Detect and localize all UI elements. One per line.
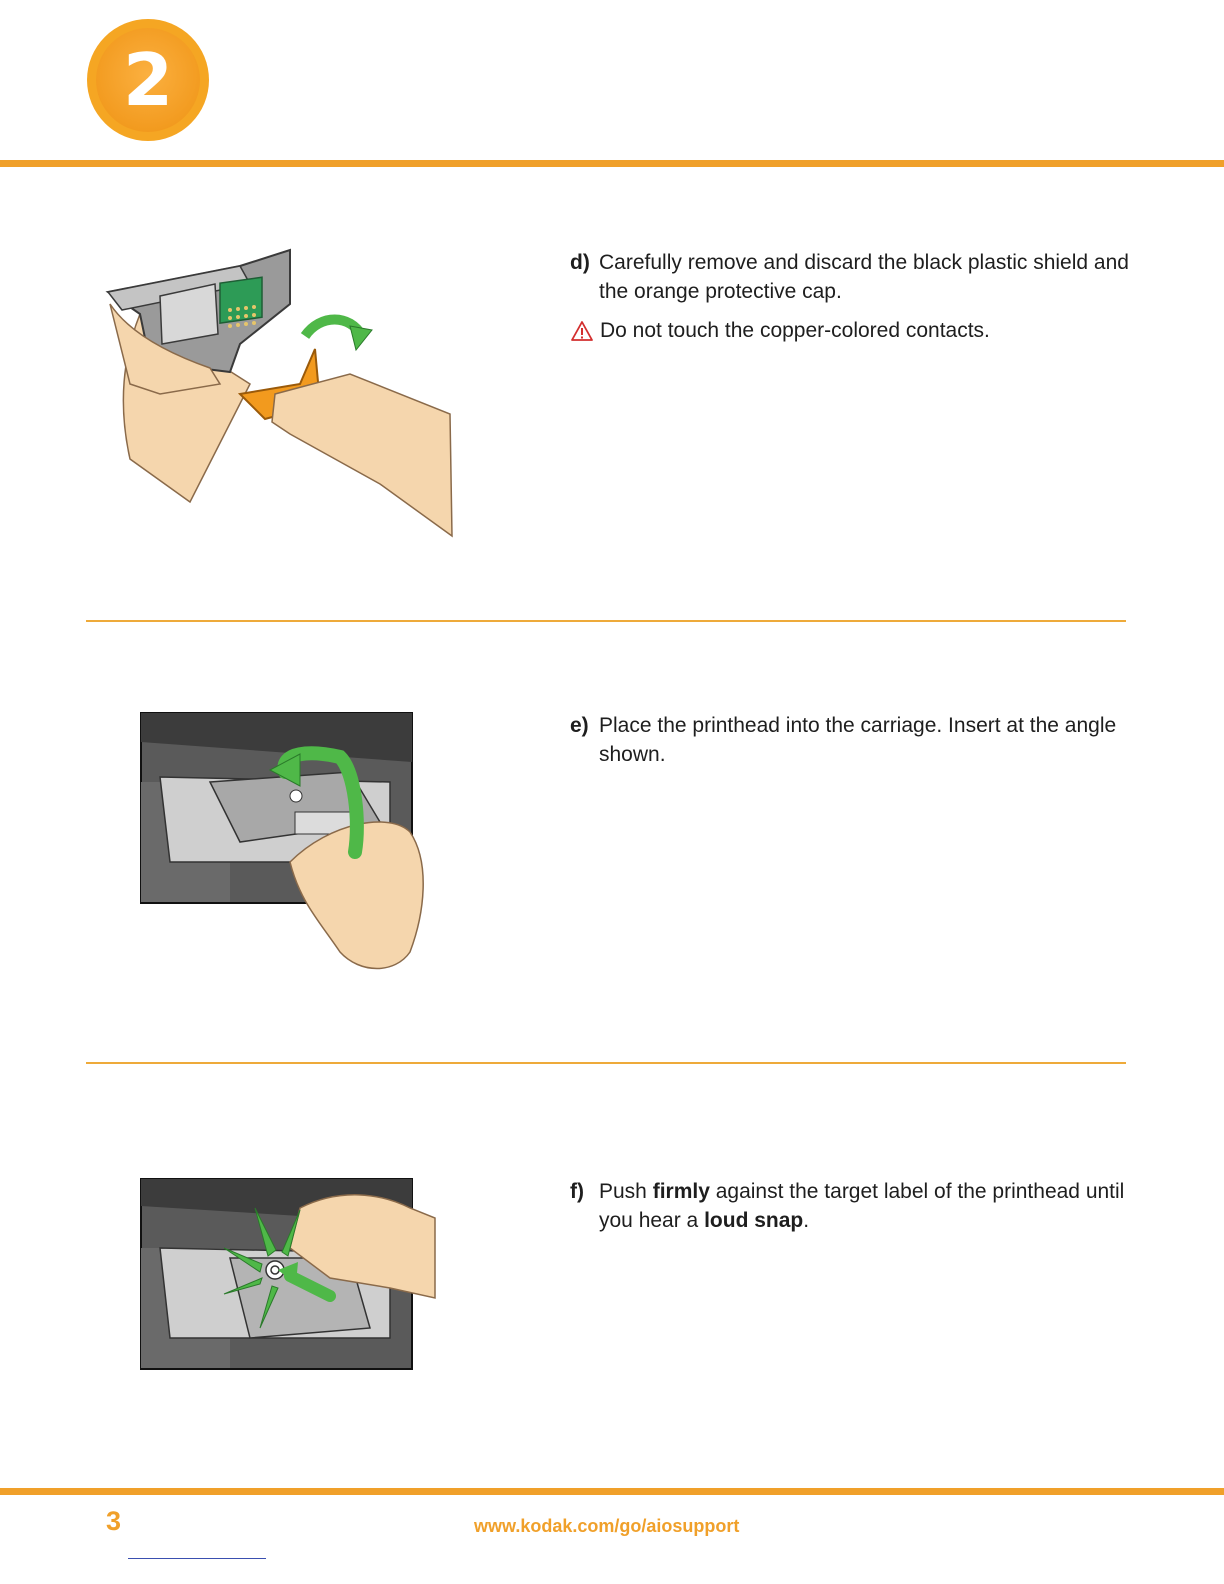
section-divider-2	[86, 1062, 1126, 1064]
step-f-mid: against the target label of the printhead until you hear a	[599, 1180, 1125, 1232]
step-e-text: Place the printhead into the carriage. Insert at the angle shown.	[599, 714, 1117, 766]
illustration-remove-cap	[100, 244, 456, 540]
step-f	[570, 1177, 1130, 1235]
support-url-link[interactable]: www.kodak.com/go/aiosupport	[474, 1516, 740, 1536]
step-f-text	[599, 1177, 1130, 1235]
warning-note	[570, 316, 990, 345]
section-divider-1	[86, 620, 1126, 622]
step-badge	[86, 18, 210, 142]
step-f-pre: Push	[599, 1180, 653, 1203]
illustration-push-printhead	[140, 1178, 436, 1372]
step-e-letter: e)	[570, 714, 589, 737]
step-f-letter: f)	[570, 1180, 584, 1203]
step-d	[570, 248, 1130, 306]
footer-rule	[0, 1488, 1224, 1495]
warning-triangle-icon	[570, 320, 594, 342]
step-number: 2	[122, 38, 174, 122]
footer-underline	[128, 1558, 266, 1559]
illustration-insert-printhead	[140, 712, 432, 974]
step-f-bold-loud-snap: loud snap	[704, 1209, 804, 1232]
step-d-letter: d)	[570, 251, 590, 274]
warning-text: Do not touch the copper-colored contacts.	[600, 319, 990, 342]
page-number: 3	[106, 1506, 122, 1536]
step-d-text: Carefully remove and discard the black plastic shield and the orange protective cap.	[599, 251, 1129, 303]
step-e	[570, 711, 1130, 769]
header-rule	[0, 160, 1224, 167]
step-f-bold-firmly: firmly	[652, 1180, 710, 1203]
step-f-post: .	[803, 1209, 810, 1232]
